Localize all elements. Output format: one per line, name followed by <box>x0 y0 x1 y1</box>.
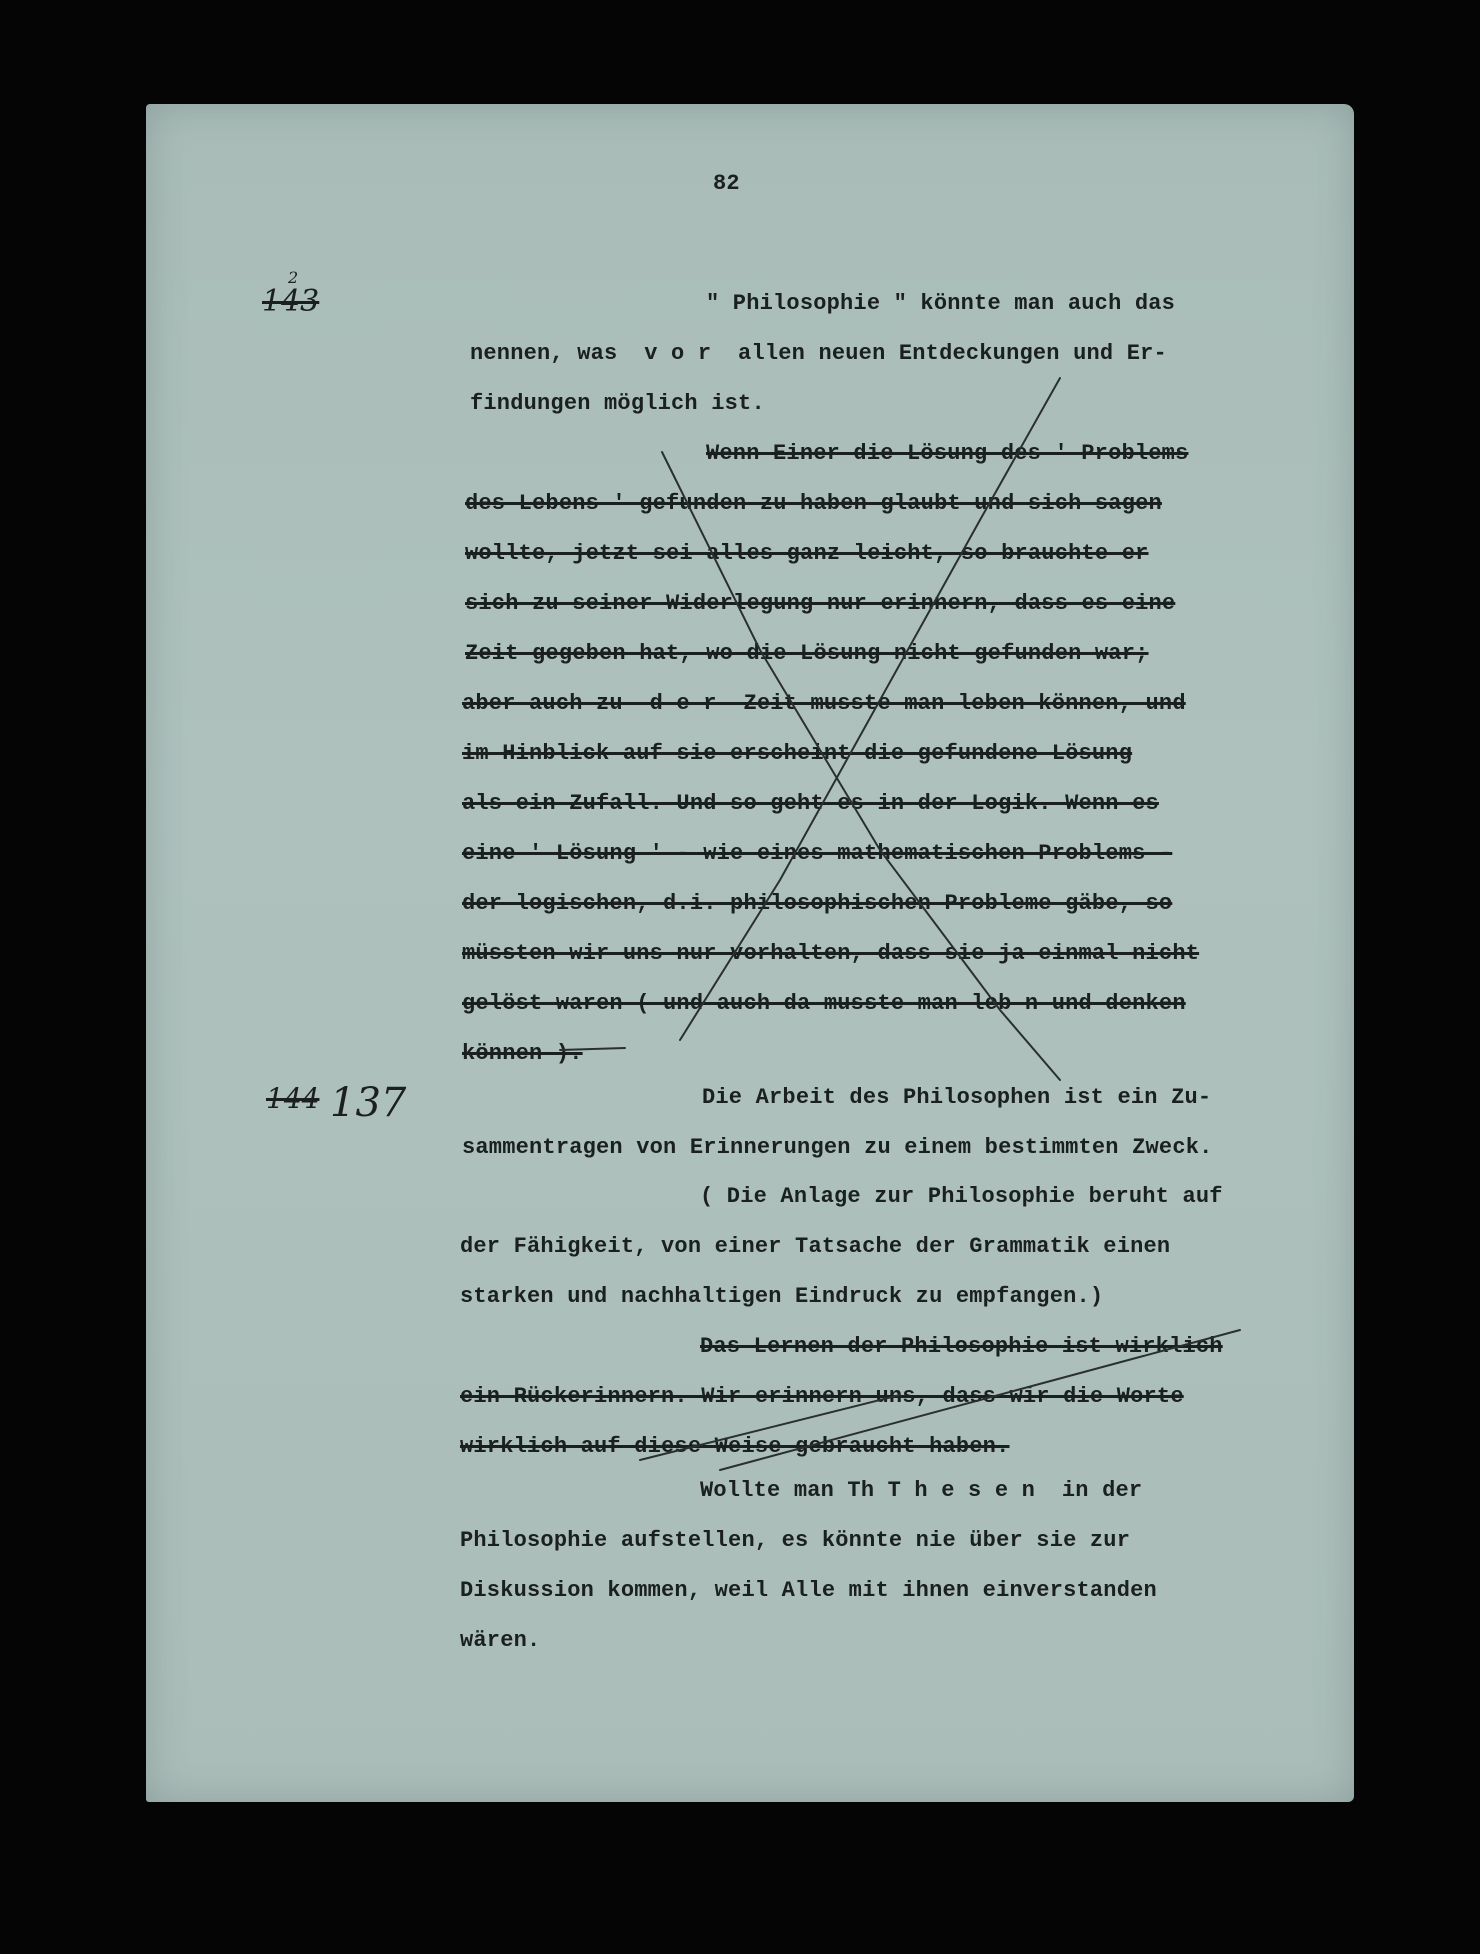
text-line: wollte, jetzt sei alles ganz leicht, so brauchte er <box>465 541 1149 566</box>
margin-note-new-number: 137 <box>330 1080 407 1126</box>
text-line: Diskussion kommen, weil Alle mit ihnen einverstanden <box>460 1578 1157 1603</box>
text-line: starken und nachhaltigen Eindruck zu empfangen.) <box>460 1284 1104 1309</box>
margin-note-struck-number: 143 <box>262 284 320 319</box>
text-line: Die Arbeit des Philosophen ist ein Zu- <box>702 1085 1212 1110</box>
text-line: wären. <box>460 1628 541 1653</box>
text-line: eine ' Lösung ' - wie eines mathematischen Problems - <box>462 841 1173 866</box>
text-line: können ). <box>462 1041 583 1066</box>
text-line: Wollte man Th T h e s e n in der <box>700 1478 1143 1503</box>
text-line: als ein Zufall. Und so geht es in der Logik. Wenn es <box>462 791 1159 816</box>
text-line: " Philosophie " könnte man auch das <box>706 291 1176 316</box>
text-line: des Lebens ' gefunden zu haben glaubt und sich sagen <box>465 491 1162 516</box>
page-number: 82 <box>713 171 740 196</box>
text-line: gelöst waren ( und auch da musste man leb n und denken <box>462 991 1186 1016</box>
text-line: Philosophie aufstellen, es könnte nie über sie zur <box>460 1528 1131 1553</box>
text-line: der logischen, d.i. philosophischen Probleme gäbe, so <box>462 891 1173 916</box>
text-line: nennen, was v o r allen neuen Entdeckungen und Er- <box>470 341 1167 366</box>
text-line: sich zu seiner Widerlegung nur erinnern, dass es eine <box>465 591 1176 616</box>
text-line: im Hinblick auf sie erscheint die gefundene Lösung <box>462 741 1133 766</box>
text-line: sammentragen von Erinnerungen zu einem bestimmten Zweck. <box>462 1135 1213 1160</box>
text-line: der Fähigkeit, von einer Tatsache der Grammatik einen <box>460 1234 1171 1259</box>
text-line: findungen möglich ist. <box>470 391 765 416</box>
text-line: ( Die Anlage zur Philosophie beruht auf <box>700 1184 1223 1209</box>
margin-note-correction: 2 <box>288 268 299 287</box>
text-line: aber auch zu d e r Zeit musste man leben können, und <box>462 691 1186 716</box>
text-line: Zeit gegeben hat, wo die Lösung nicht gefunden war; <box>465 641 1149 666</box>
text-line: müssten wir uns nur vorhalten, dass sie ja einmal nicht <box>462 941 1200 966</box>
text-line: Das Lernen der Philosophie ist wirklich <box>700 1334 1223 1359</box>
text-line: Wenn Einer die Lösung des ' Problems <box>706 441 1189 466</box>
text-line: wirklich auf diese Weise gebraucht haben. <box>460 1434 1010 1459</box>
margin-note-struck-number-2: 144 <box>266 1082 320 1115</box>
text-line: ein Rückerinnern. Wir erinnern uns, dass wir die Worte <box>460 1384 1184 1409</box>
